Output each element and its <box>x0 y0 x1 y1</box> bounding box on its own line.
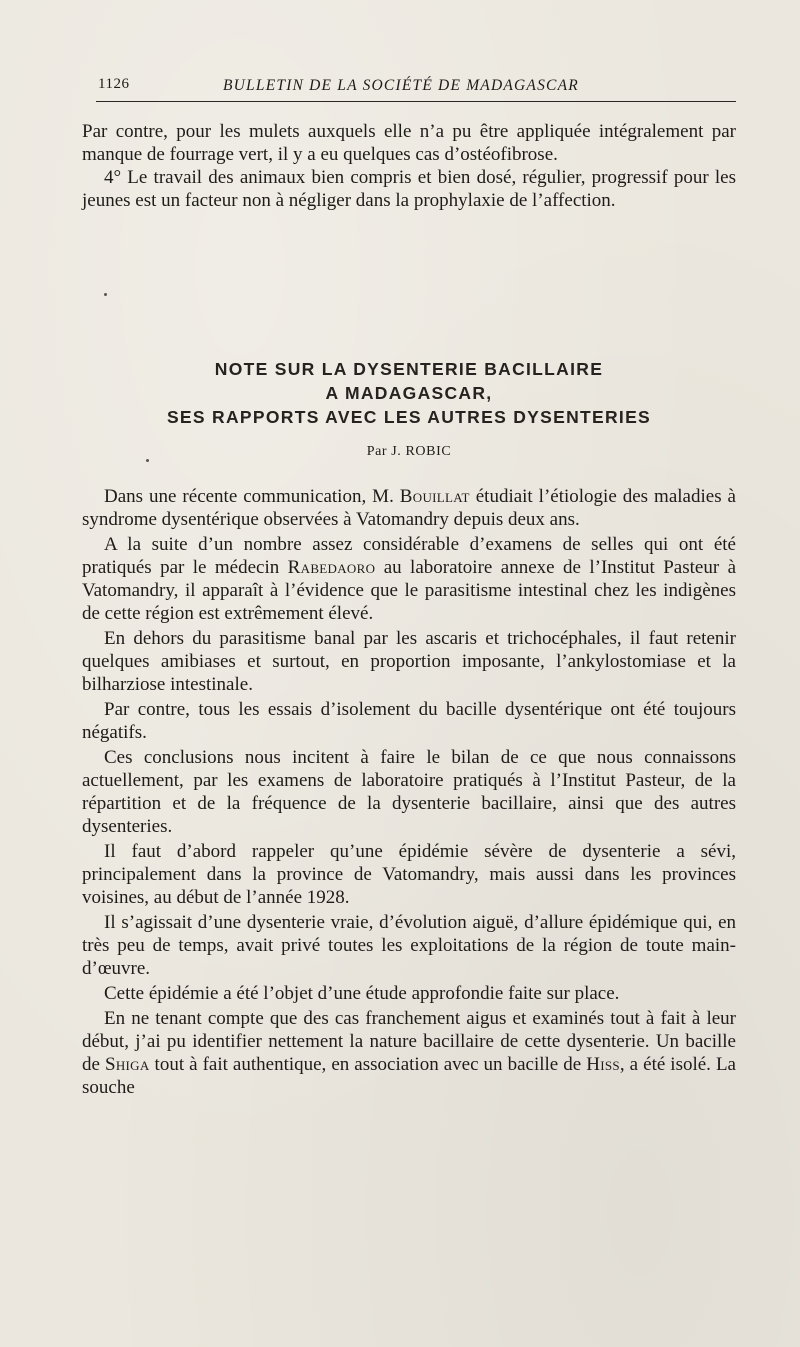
p1-text-b: étudiait l’étiologie des maladies à syndrome dysentérique observées à Vatomandry depuis deux ans. <box>82 486 736 530</box>
running-title: BULLETIN DE LA SOCIÉTÉ DE MADAGASCAR <box>223 77 579 94</box>
print-speck <box>146 459 149 462</box>
body-paragraph-2 <box>82 533 736 625</box>
p1-text-a: Dans une récente communication, M. <box>104 486 400 507</box>
print-speck <box>104 293 107 296</box>
body-paragraph-1 <box>82 485 736 531</box>
author-name-bouillat: Bouillat <box>399 486 470 507</box>
article-byline: Par J. ROBIC <box>366 444 452 459</box>
body-paragraph-7: Il s’agissait d’une dysenterie vraie, d’évolution aiguë, d’allure épidémique qui, en très peu de temps, avait privé toutes les exploitations de la région de toute main-d’œuvre. <box>82 912 736 979</box>
header-rule <box>96 101 736 102</box>
body-paragraph-5: Ces conclusions nous incitent à faire le bilan de ce que nous connaissons actuellement, par les examens de laboratoire pratiqués à l’Institut Pasteur, de la répartition et de la fréquence de la dysenterie bacillaire, ainsi que des autres dysenteries. <box>82 747 736 837</box>
body-paragraph-9 <box>82 1007 736 1099</box>
intro-paragraph-2: 4° Le travail des animaux bien compris et bien dosé, régulier, progressif pour les jeunes est un facteur non à négliger dans la prophylaxie de l’affection. <box>82 167 736 211</box>
author-name-rabedaoro: Rabedaoro <box>287 557 376 578</box>
p9-text-c: , a été isolé. La souche <box>82 1054 736 1098</box>
article-title-line-3: SES RAPPORTS AVEC LES AUTRES DYSENTERIES <box>166 407 652 427</box>
article-title-line-2: A MADAGASCAR, <box>325 383 493 403</box>
p9-text-b: tout à fait authentique, en association avec un bacille de <box>149 1054 587 1075</box>
p2-text-b: au laboratoire annexe de l’Institut Pasteur à Vatomandry, il apparaît à l’évidence que le parasitisme intestinal chez les indigènes de cette région est extrêmement élevé. <box>82 557 736 624</box>
bacillus-name-shiga: Shiga <box>104 1054 150 1075</box>
body-paragraph-4: Par contre, tous les essais d’isolement du bacille dysentérique ont été toujours négatifs. <box>82 699 736 743</box>
p2-text-a: A la suite d’un nombre assez considérable d’examens de selles qui ont été pratiqués par le médecin <box>82 534 736 578</box>
page-number: 1126 <box>98 76 130 92</box>
p9-text-a: En ne tenant compte que des cas franchement aigus et examinés tout à fait à leur début, j’ai pu identifier nettement la nature bacillaire de cette dysenterie. Un bacille de <box>82 1008 736 1075</box>
body-paragraph-6: Il faut d’abord rappeler qu’une épidémie sévère de dysenterie a sévi, principalement dans la province de Vatomandry, mais aussi dans les provinces voisines, au début de l’année 1928. <box>82 841 736 908</box>
bacillus-name-hiss: Hiss <box>586 1054 620 1075</box>
body-paragraph-8: Cette épidémie a été l’objet d’une étude approfondie faite sur place. <box>104 983 620 1004</box>
intro-paragraph-1: Par contre, pour les mulets auxquels elle n’a pu être appliquée intégralement par manque de fourrage vert, il y a eu quelques cas d’ostéofibrose. <box>82 121 736 165</box>
article-title-line-1: NOTE SUR LA DYSENTERIE BACILLAIRE <box>214 359 604 379</box>
previous-article-ending <box>82 120 736 212</box>
page-header <box>98 72 734 102</box>
body-paragraph-3: En dehors du parasitisme banal par les ascaris et trichocéphales, il faut retenir quelques amibiases et surtout, en proportion imposante, l’ankylostomiase et la bilharziose intestinale. <box>82 628 736 695</box>
article-body <box>82 485 736 1101</box>
